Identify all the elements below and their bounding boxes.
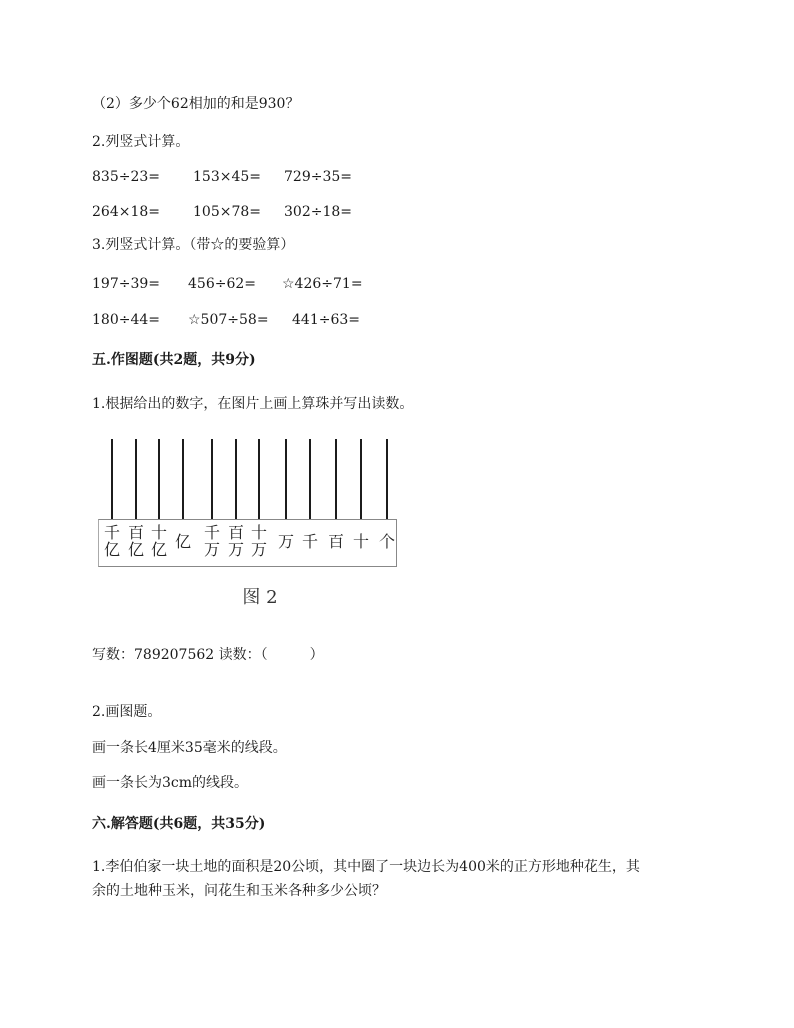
figure-caption: 图 2	[242, 587, 278, 608]
section-3-title: 3.列竖式计算。（带☆的要验算）	[92, 237, 295, 253]
part-6-question-1-line-1: 1.李伯伯家一块土地的面积是20公顷，其中圈了一块边长为400米的正方形地种花生，其	[92, 859, 640, 875]
place-label-wan: 万	[277, 532, 294, 551]
place-label-shiyi: 十 亿	[150, 523, 167, 559]
write-number-close: ）	[309, 647, 324, 663]
place-label-qianyi: 千 亿	[103, 523, 120, 559]
part-5-question-1: 1.根据给出的数字，在图片上画上算珠并写出读数。	[92, 396, 414, 412]
place-label-qianwan: 千 万	[203, 523, 220, 559]
calc-item: 105×78=	[193, 204, 261, 220]
calc-item: 302÷18=	[284, 204, 352, 220]
place-label-baiwan: 百 万	[227, 523, 244, 559]
part-5-heading: 五.作图题(共2题，共9分)	[92, 352, 256, 368]
calc-item: 441÷63=	[292, 312, 360, 328]
calc-item: ☆426÷71=	[282, 276, 363, 292]
draw-task-1: 画一条长4厘米35毫米的线段。	[92, 740, 287, 756]
section-2-title: 2.列竖式计算。	[92, 134, 190, 150]
place-label-shi: 十	[352, 532, 369, 551]
place-label-baiyi: 百 亿	[127, 523, 144, 559]
calc-item: 153×45=	[193, 169, 261, 185]
place-label-qian: 千	[301, 532, 318, 551]
calc-item: 264×18=	[92, 204, 160, 220]
place-label-shiwan: 十 万	[250, 523, 267, 559]
calc-item: 197÷39=	[92, 276, 160, 292]
calc-item: ☆507÷58=	[188, 312, 269, 328]
place-label-bai: 百	[327, 532, 344, 551]
part-6-question-1-line-2: 余的土地种玉米，问花生和玉米各种多少公顷？	[92, 883, 386, 899]
draw-task-2: 画一条长为3cm的线段。	[92, 775, 249, 791]
write-number-line	[92, 646, 324, 664]
question-2-text: （2）多少个62相加的和是930？	[92, 96, 300, 112]
calc-item: 180÷44=	[92, 312, 160, 328]
write-number-label: 写数：789207562 读数：（	[92, 647, 268, 663]
place-label-ge: 个	[378, 532, 395, 551]
part-5-question-2: 2.画图题。	[92, 704, 162, 720]
calc-item: 835÷23=	[92, 169, 160, 185]
calc-item: 456÷62=	[188, 276, 256, 292]
calc-item: 729÷35=	[284, 169, 352, 185]
place-label-yi: 亿	[174, 532, 191, 551]
part-6-heading: 六.解答题(共6题，共35分)	[92, 816, 266, 832]
abacus-figure	[95, 433, 405, 613]
